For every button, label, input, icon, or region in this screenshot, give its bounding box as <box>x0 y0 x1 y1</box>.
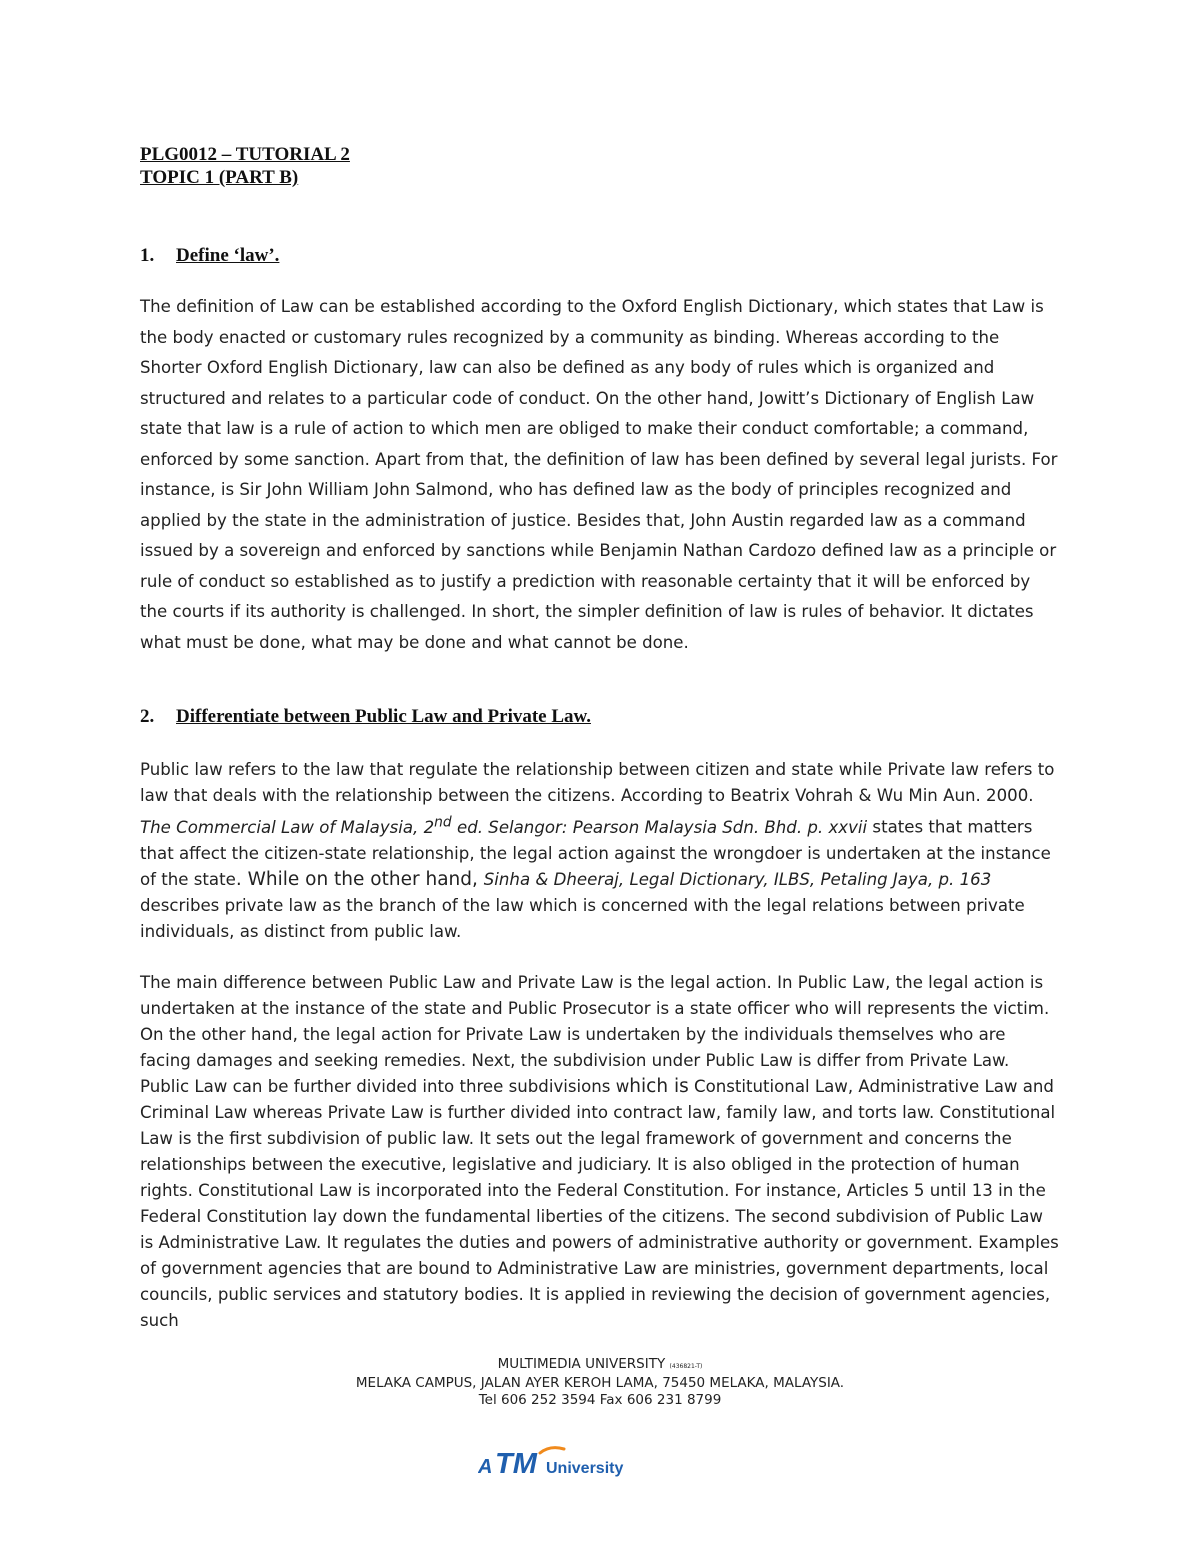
logo-swoosh <box>540 1448 564 1453</box>
footer-registration: (436821-T) <box>669 1363 703 1370</box>
logo-a: A <box>478 1456 493 1478</box>
logo-university: University <box>546 1460 624 1477</box>
text-run: states that matters that affect the citizen-state relationship, the legal action against the wrongdoer is undertaken at the instance of the state <box>140 817 1051 889</box>
footer-address: MELAKA CAMPUS, JALAN AYER KEROH LAMA, 75450 MELAKA, MALAYSIA. <box>355 1375 845 1391</box>
logo-tm: TM <box>495 1448 537 1479</box>
text-run: Public law refers to the law that regulate the relationship between citizen and state while Private law refers to law that deals with the relationship between the citizens. According to Beatrix Vohrah & Wu Min Aun. 2000. <box>140 760 1055 805</box>
text-run: The main difference between Public Law and Private Law is the legal action. In Public Law, the legal action is undertaken at the instance of the state and Public Prosecutor is a state officer who will represents the victim. On the other hand, the legal action for Private Law is undertaken by the individuals themselves who are facing damages and seeking remedies. Next, the subdivision under Public Law is differ from Private Law. Public Law can be further divided into three subdivisions w <box>140 973 1050 1096</box>
question-1 <box>140 245 279 267</box>
question-1-number: 1. <box>140 245 155 266</box>
question-2-title: Differentiate between Public Law and Private Law. <box>176 706 591 727</box>
text-run: describes private law as the branch of the law which is concerned with the legal relations between private individuals, as distinct from public law. <box>140 895 1025 941</box>
topic-title: TOPIC 1 (PART B) <box>140 167 299 188</box>
citation-vohrah: The Commercial Law of Malaysia, 2nd ed. Selangor: Pearson Malaysia Sdn. Bhd. p. xxvii <box>140 814 868 837</box>
answer-2-paragraph-2 <box>140 970 1060 1334</box>
answer-2-paragraph-1 <box>140 757 1060 945</box>
footer-university: MULTIMEDIA UNIVERSITY (436821-T) <box>497 1356 703 1372</box>
tm-university-logo <box>478 1443 628 1479</box>
text-run: hich is <box>629 1076 689 1097</box>
answer-1-paragraph: The definition of Law can be established according to the Oxford English Dictionary, which states that Law is the body enacted or customary rules recognized by a community as binding. Whereas according to the Shorter Oxford English Dictionary, law can also be defined as any body of rules which is organized and structured and relates to a particular code of conduct. On the other hand, Jowitt’s Dictionary of English Law state that law is a rule of action to which men are obliged to make their conduct comfortable; a command, enforced by some sanction. Apart from that, the definition of law has been defined by several legal jurists. For instance, is Sir John William John Salmond, who has defined law as the body of principles recognized and applied by the state in the administration of justice. Besides that, John Austin regarded law as a command issued by a sovereign and enforced by sanctions while Benjamin Nathan Cardozo defined law as a principle or rule of conduct so established as to justify a prediction with reasonable certainty that it will be enforced by the courts if its authority is challenged. In short, the simpler definition of law is rules of behavior. It dictates what must be done, what may be done and what cannot be done. <box>140 297 1058 652</box>
page-footer <box>0 1356 1200 1409</box>
footer-contact: Tel 606 252 3594 Fax 606 231 8799 <box>478 1392 722 1408</box>
course-title: PLG0012 – TUTORIAL 2 <box>140 144 350 165</box>
question-2 <box>140 706 591 728</box>
text-run: . While on the other hand, <box>235 868 484 890</box>
document-header <box>140 143 350 189</box>
citation-sinha: Sinha & Dheeraj, Legal Dictionary, ILBS, Petaling Jaya, p. 163 <box>483 869 992 889</box>
question-2-number: 2. <box>140 706 155 727</box>
question-1-title: Define ‘law’. <box>176 245 280 266</box>
text-run: Constitutional Law, Administrative Law and Criminal Law whereas Private Law is further divided into contract law, family law, and torts law. Constitutional Law is the first subdivision of public law. It sets out the legal framework of government and concerns the relationships between the executive, legislative and judiciary. It is also obliged in the protection of human rights. Constitutional Law is incorporated into the Federal Constitution. For instance, Articles 5 until 13 in the Federal Constitution lay down the fundamental liberties of the citizens. The second subdivision of Public Law is Administrative Law. It regulates the duties and powers of administrative authority or government. Examples of government agencies that are bound to Administrative Law are ministries, government departments, local councils, public services and statutory bodies. It is applied in reviewing the decision of government agencies, such <box>140 1077 1059 1330</box>
